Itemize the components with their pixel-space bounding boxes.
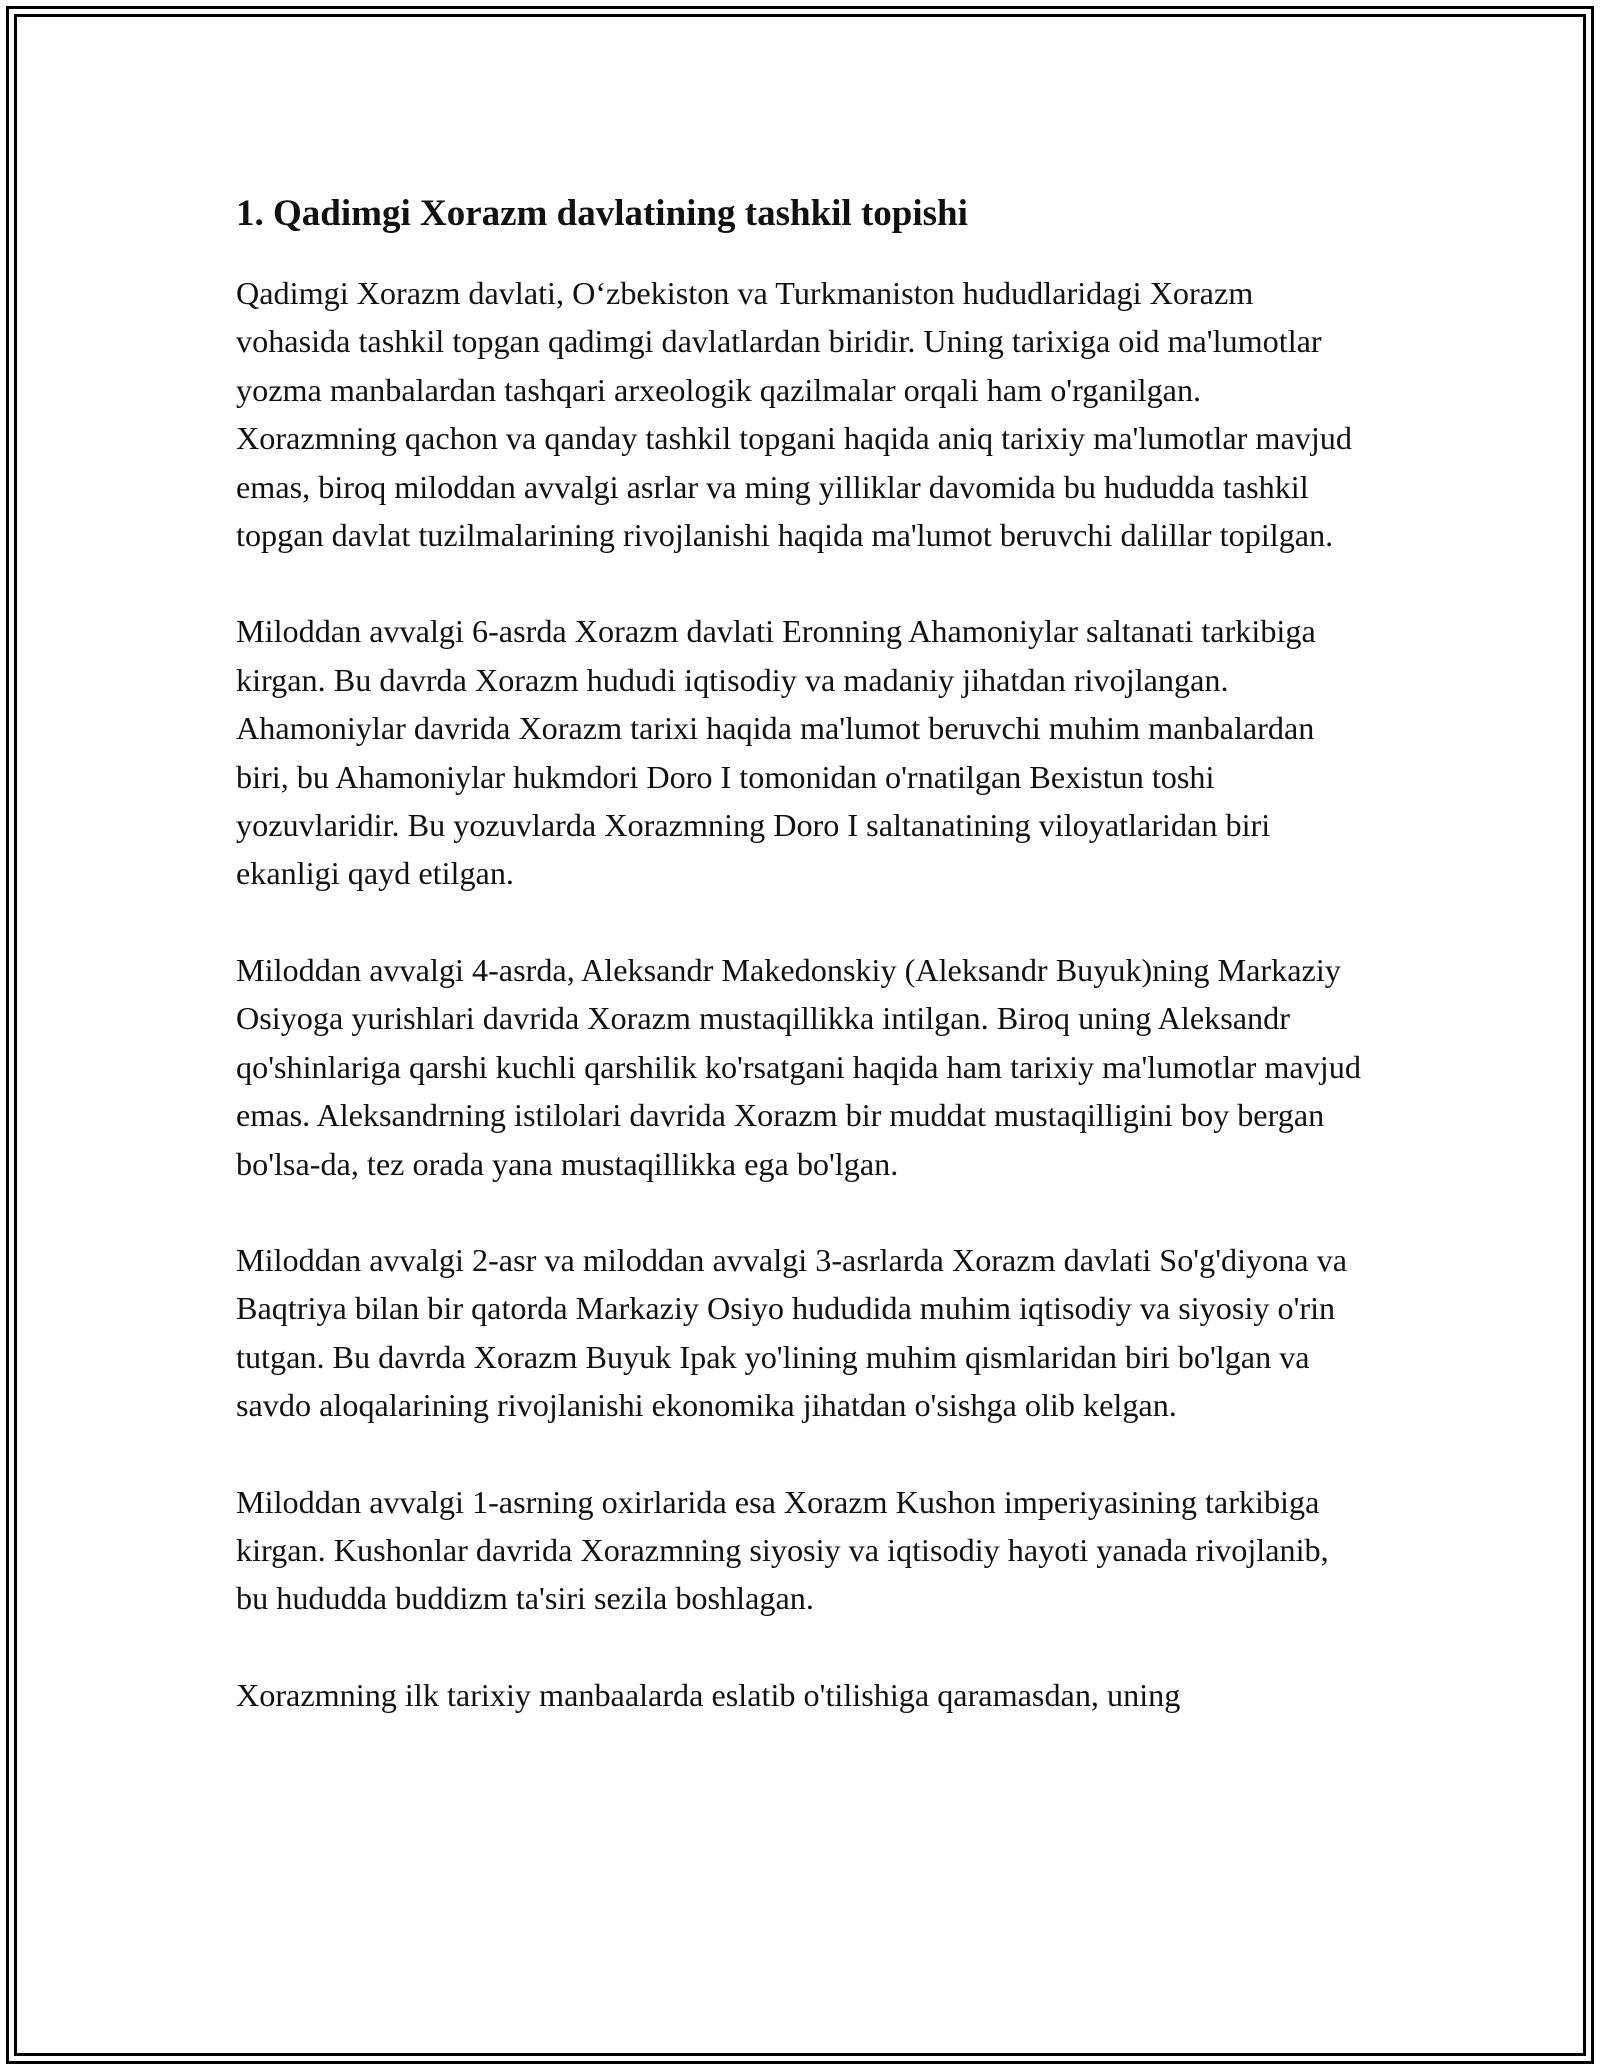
paragraph: Qadimgi Xorazm davlati, O‘zbekiston va Turkmaniston hududlaridagi Xorazm vohasida tashkil topgan qadimgi davlatlardan biridir. Uning tarixiga oid ma'lumotlar yozma manbalardan tashqari arxeologik qazilmalar orqali ham o'rganilgan. Xorazmning qachon va qanday tashkil topgani haqida aniq tarixiy ma'lumotlar mavjud emas, biroq miloddan avvalgi asrlar va ming yilliklar davomida bu hududda tashkil topgan davlat tuzilmalarining rivojlanishi haqida ma'lumot beruvchi dalillar topilgan. — [236, 275, 1352, 554]
document-title: 1. Qadimgi Xorazm davlatining tashkil topishi — [236, 193, 968, 234]
paragraph: Miloddan avvalgi 4-asrda, Aleksandr Makedonskiy (Aleksandr Buyuk)ning Markaziy Osiyoga yurishlari davrida Xorazm mustaqillikka intilgan. Biroq uning Aleksandr qo'shinlariga qarshi kuchli qarshilik ko'rsatgani haqida ham tarixiy ma'lumotlar mavjud emas. Aleksandrning istilolari davrida Xorazm bir muddat mustaqilligini boy bergan bo'lsa-da, tez orada yana mustaqillikka ega bo'lgan. — [236, 951, 1361, 1182]
paragraph-truncated: Xorazmning ilk tarixiy manbaalarda eslatib o'tilishiga qaramasdan, uning — [236, 1676, 1181, 1713]
paragraph: Miloddan avvalgi 1-asrning oxirlarida esa Xorazm Kushon imperiyasining tarkibiga kirgan. Kushonlar davrida Xorazmning siyosiy va iqtisodiy hayoti yanada rivojlanib, bu hududda buddizm ta'siri sezila boshlagan. — [236, 1483, 1329, 1617]
paragraph: Miloddan avvalgi 2-asr va miloddan avvalgi 3-asrlarda Xorazm davlati So'g'diyona va Baqtriya bilan bir qatorda Markaziy Osiyo hududida muhim iqtisodiy va siyosiy o'rin tutgan. Bu davrda Xorazm Buyuk Ipak yo'lining muhim qismlaridan biri bo'lgan va savdo aloqalarining rivojlanishi ekonomika jihatdan o'sishga olib kelgan. — [236, 1241, 1348, 1424]
paragraph: Miloddan avvalgi 6-asrda Xorazm davlati Eronning Ahamoniylar saltanati tarkibiga kirgan. Bu davrda Xorazm hududi iqtisodiy va madaniy jihatdan rivojlangan. Ahamoniylar davrida Xorazm tarixi haqida ma'lumot beruvchi muhim manbalardan biri, bu Ahamoniylar hukmdori Doro I tomonidan o'rnatilgan Bexistun toshi yozuvlaridir. Bu yozuvlarda Xorazmning Doro I saltanatining viloyatlaridan biri ekanligi qayd etilgan. — [236, 613, 1316, 892]
document-body — [236, 183, 1366, 1767]
